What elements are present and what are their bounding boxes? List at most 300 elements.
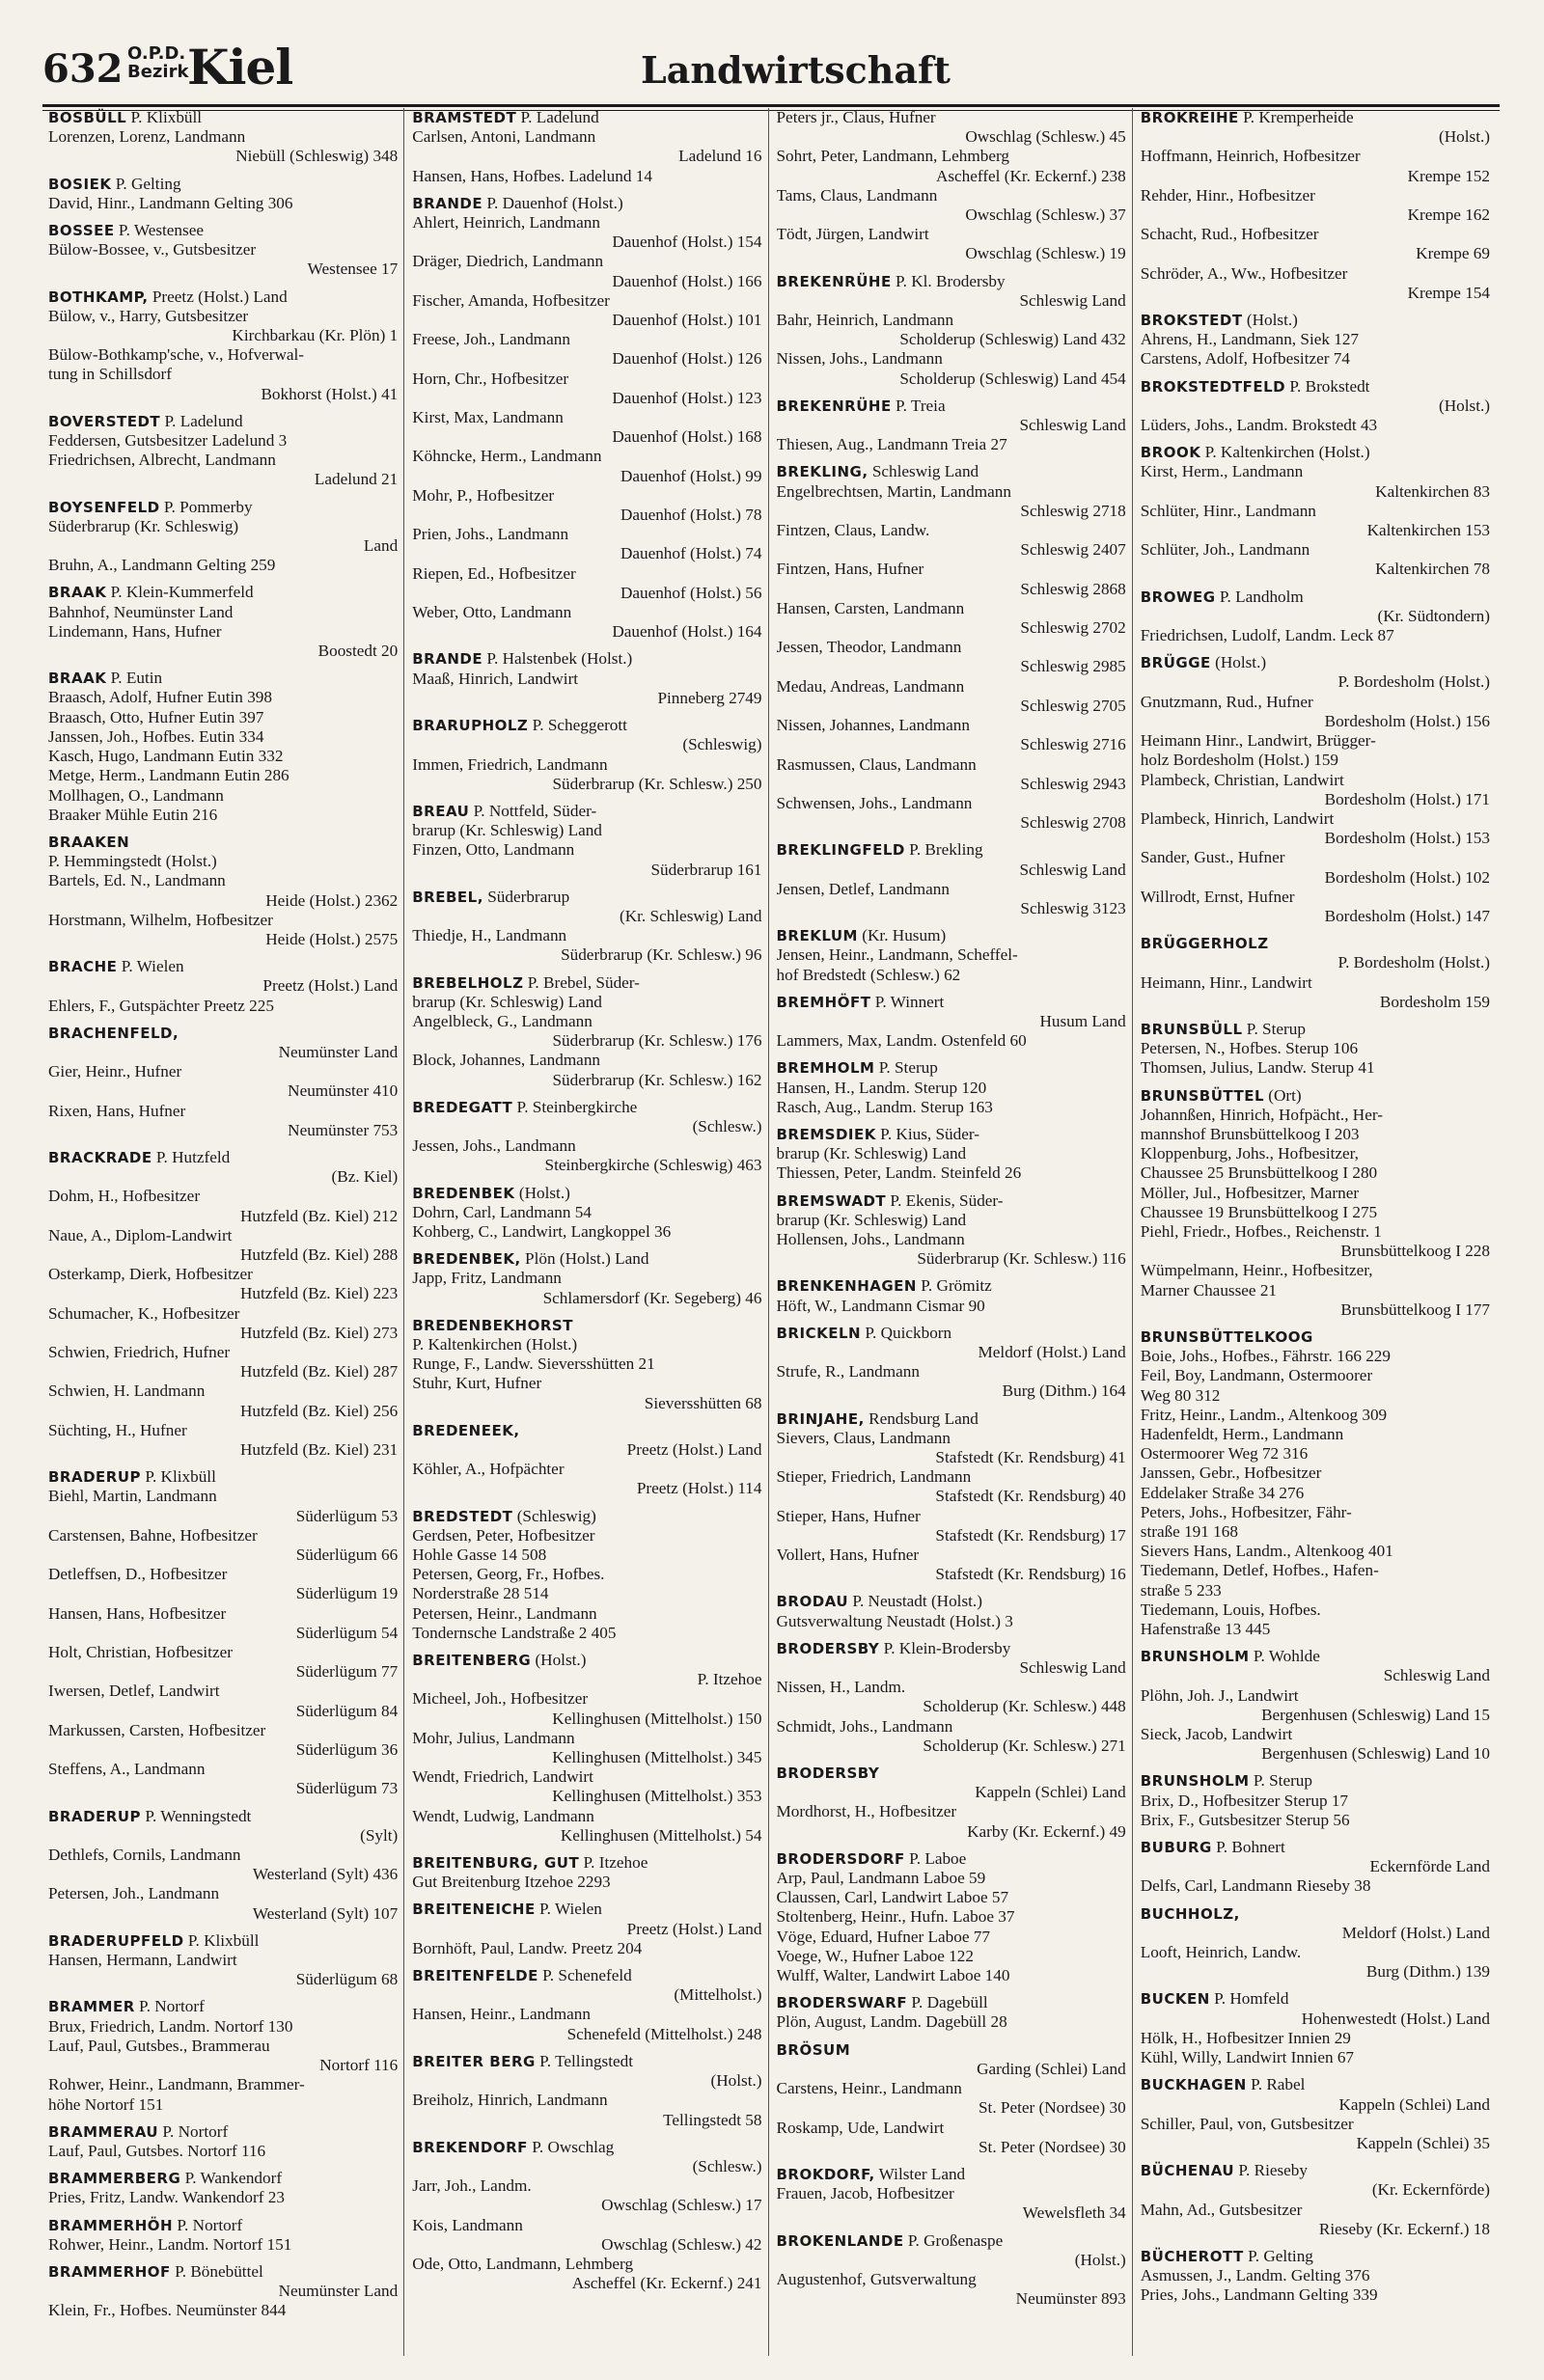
entry-line: Block, Johannes, Landmann bbox=[412, 1051, 601, 1070]
place-name: BREBEL, bbox=[412, 888, 483, 906]
directory-entry bbox=[777, 462, 1126, 833]
entry-heading bbox=[1141, 311, 1490, 330]
entry-line: Brunsbüttelkoog I 177 bbox=[1340, 1299, 1490, 1319]
directory-entry bbox=[1141, 1771, 1490, 1830]
directory-entry bbox=[48, 2216, 398, 2255]
entry-line: Horstmann, Wilhelm, Hofbesitzer bbox=[48, 910, 273, 929]
entry-heading bbox=[412, 1853, 761, 1873]
entry-heading bbox=[48, 957, 398, 976]
place-postal: Plön (Holst.) Land bbox=[520, 1249, 649, 1269]
entry-heading bbox=[48, 1931, 398, 1951]
directory-entry bbox=[48, 412, 398, 490]
entry-line: Stoltenberg, Heinr., Hufn. Laboe 37 bbox=[776, 1907, 1015, 1927]
entry-line: Ode, Otto, Landmann, Lehmberg bbox=[412, 2254, 634, 2273]
place-postal: P. Owschlag bbox=[527, 2137, 615, 2156]
place-name: BREKLUM bbox=[776, 927, 858, 945]
entry-line: Weg 80 312 bbox=[1140, 1385, 1221, 1405]
place-name: BRÜGGERHOLZ bbox=[1140, 935, 1269, 953]
entry-line: Süderbrarup (Kr. Schlesw.) 96 bbox=[561, 945, 762, 965]
entry-line: Jessen, Theodor, Landmann bbox=[776, 638, 962, 657]
entry-line: Kellinghusen (Mittelholst.) 150 bbox=[552, 1709, 762, 1728]
place-postal: P. Kl. Brodersby bbox=[891, 271, 1006, 290]
entry-line: Micheel, Joh., Hofbesitzer bbox=[412, 1689, 589, 1709]
entry-line: Engelbrechtsen, Martin, Landmann bbox=[776, 481, 1011, 501]
entry-heading bbox=[412, 802, 761, 821]
entry-heading bbox=[1141, 1838, 1490, 1857]
place-postal: P. Klixbüll bbox=[141, 1467, 216, 1487]
entry-line: Scholderup (Schleswig) Land 454 bbox=[899, 369, 1126, 388]
directory-entry bbox=[777, 926, 1126, 985]
entry-line: Hohle Gasse 14 508 bbox=[412, 1546, 547, 1565]
entry-line: Scholderup (Schleswig) Land 432 bbox=[899, 330, 1126, 349]
place-postal: P. Sterup bbox=[1249, 1771, 1312, 1791]
bezirk-label: Bezirk bbox=[127, 62, 189, 82]
entry-line: David, Hinr., Landmann Gelting 306 bbox=[48, 193, 293, 212]
entry-heading bbox=[48, 412, 398, 431]
entry-line: Riepen, Ed., Hofbesitzer bbox=[412, 563, 576, 583]
entry-line: Süderlügum 54 bbox=[295, 1623, 399, 1642]
entry-heading bbox=[777, 1849, 1126, 1869]
entry-line: Rixen, Hans, Hufner bbox=[48, 1101, 186, 1120]
place-name: BROKDORF, bbox=[776, 2165, 875, 2183]
entry-line: (Holst.) bbox=[1439, 127, 1490, 147]
place-postal: P. Schenefeld bbox=[538, 1966, 632, 1985]
entry-line: Schleswig 2943 bbox=[1020, 774, 1126, 793]
entry-line: Kasch, Hugo, Landmann Eutin 332 bbox=[48, 747, 284, 766]
entry-line: (Sylt) bbox=[360, 1825, 399, 1845]
entry-line: Hadenfeldt, Herm., Landmann bbox=[1140, 1425, 1344, 1443]
entry-line: Dauenhof (Holst.) 126 bbox=[612, 349, 762, 369]
entry-line: Petersen, N., Hofbes. Sterup 106 bbox=[1140, 1039, 1359, 1058]
entry-line: Weber, Otto, Landmann bbox=[412, 603, 572, 622]
place-postal: P. Klein-Brodersby bbox=[879, 1638, 1011, 1657]
entry-line: Westerland (Sylt) 107 bbox=[252, 1903, 399, 1923]
entry-line: Schleswig 2985 bbox=[1020, 657, 1126, 676]
entry-line: Dauenhof (Holst.) 123 bbox=[612, 388, 762, 407]
entry-line: (Mittelholst.) bbox=[674, 1985, 762, 2005]
entry-line: Hutzfeld (Bz. Kiel) 273 bbox=[240, 1323, 399, 1342]
entry-heading bbox=[777, 1993, 1126, 2012]
entry-line: Thiessen, Peter, Landm. Steinfeld 26 bbox=[776, 1163, 1022, 1183]
place-name: BOYSENFELD bbox=[48, 498, 160, 516]
directory-entry bbox=[777, 1993, 1126, 2032]
entry-line: Lüders, Johs., Landm. Brokstedt 43 bbox=[1140, 416, 1378, 435]
entry-line: Sohrt, Peter, Landmann, Lehmberg bbox=[776, 147, 1009, 166]
entry-line: Sander, Gust., Hufner bbox=[1140, 848, 1285, 867]
entry-line: Hutzfeld (Bz. Kiel) 287 bbox=[240, 1362, 399, 1381]
directory-entry bbox=[777, 1276, 1126, 1315]
entry-line: brarup (Kr. Schleswig) Land bbox=[412, 821, 602, 840]
directory-entry bbox=[412, 802, 761, 880]
entry-line: Stafstedt (Kr. Rendsburg) 17 bbox=[935, 1525, 1126, 1545]
place-name: BRAMMER bbox=[48, 1998, 135, 2016]
entry-line: Claussen, Carl, Landwirt Laboe 57 bbox=[776, 1888, 1009, 1907]
entry-line: Schenefeld (Mittelholst.) 248 bbox=[566, 2024, 762, 2043]
entry-line: Burg (Dithm.) 139 bbox=[1365, 1962, 1490, 1982]
entry-line: Piehl, Friedr., Hofbes., Reichenstr. 1 bbox=[1140, 1221, 1382, 1241]
place-name: BROKSTEDTFELD bbox=[1140, 377, 1286, 396]
entry-line: (Bz. Kiel) bbox=[331, 1167, 399, 1187]
entry-heading bbox=[777, 397, 1126, 416]
place-name: BREDEGATT bbox=[412, 1098, 513, 1116]
entry-line: Land bbox=[363, 536, 399, 556]
directory-entry bbox=[412, 649, 761, 708]
entry-line: Nissen, Johannes, Landmann bbox=[776, 716, 970, 735]
place-name: BREKENDORF bbox=[412, 2138, 528, 2156]
entry-line: Bülow-Bothkamp'sche, v., Hofverwal- bbox=[48, 345, 304, 365]
entry-line: Süderbrarup (Kr. Schlesw.) 162 bbox=[552, 1070, 762, 1089]
directory-entry bbox=[777, 1639, 1126, 1756]
entry-line: Sievers, Claus, Landmann bbox=[776, 1428, 951, 1447]
place-name: BREMSDIEK bbox=[776, 1125, 876, 1143]
entry-line: Höft, W., Landmann Cismar 90 bbox=[776, 1296, 985, 1315]
entry-line: Schleswig 2868 bbox=[1020, 579, 1126, 598]
entry-line: Preetz (Holst.) 114 bbox=[636, 1479, 762, 1498]
entry-heading bbox=[48, 287, 398, 307]
entry-line: Kappeln (Schlei) Land bbox=[1338, 2094, 1490, 2114]
entry-line: Kappeln (Schlei) Land bbox=[975, 1783, 1126, 1802]
entry-heading bbox=[777, 1191, 1126, 1211]
entry-line: Neumünster 410 bbox=[288, 1081, 399, 1101]
entry-line: Hutzfeld (Bz. Kiel) 223 bbox=[240, 1284, 399, 1303]
place-name: BRACKRADE bbox=[48, 1148, 152, 1166]
place-postal: P. Klein-Kummerfeld bbox=[106, 583, 254, 602]
entry-line: Gerdsen, Peter, Hofbesitzer bbox=[412, 1525, 595, 1545]
entry-heading bbox=[412, 649, 761, 669]
entry-line: Lindemann, Hans, Hufner bbox=[48, 621, 222, 641]
entry-line: Kirst, Herm., Landmann bbox=[1140, 462, 1304, 481]
entry-line: Bordesholm (Holst.) 102 bbox=[1324, 867, 1490, 887]
entry-line: Mohr, Julius, Landmann bbox=[412, 1728, 575, 1747]
entry-line: Chaussee 25 Brunsbüttelkoog I 280 bbox=[1140, 1163, 1378, 1183]
entry-line: (Holst.) bbox=[1074, 2250, 1126, 2269]
entry-line: Bordesholm 159 bbox=[1379, 992, 1490, 1011]
directory-entry bbox=[777, 1764, 1126, 1842]
entry-line: Süchting, H., Hufner bbox=[48, 1420, 187, 1439]
opd-bezirk-label bbox=[127, 44, 188, 81]
entry-line: Hutzfeld (Bz. Kiel) 212 bbox=[240, 1206, 399, 1225]
place-postal: P. Treia bbox=[891, 396, 946, 415]
entry-line: Köhncke, Herm., Landmann bbox=[412, 447, 602, 466]
directory-entry bbox=[48, 2169, 398, 2207]
directory-entry bbox=[412, 1184, 761, 1243]
place-name: BRINJAHE, bbox=[776, 1409, 865, 1428]
entry-heading bbox=[1141, 1086, 1490, 1106]
entry-line: Süderlügum 66 bbox=[295, 1546, 399, 1565]
entry-line: Braasch, Otto, Hufner Eutin 397 bbox=[48, 707, 264, 726]
directory-entry bbox=[777, 1191, 1126, 1270]
place-postal: P. Dauenhof (Holst.) bbox=[482, 193, 623, 212]
entry-heading bbox=[1141, 653, 1490, 672]
directory-entry bbox=[1141, 108, 1490, 303]
entry-line: Bordesholm (Holst.) 153 bbox=[1324, 829, 1490, 848]
entry-line: Detleffsen, D., Hofbesitzer bbox=[48, 1565, 228, 1584]
place-name: BREDENBEK, bbox=[412, 1250, 521, 1269]
place-postal: P. Homfeld bbox=[1209, 1989, 1289, 2009]
place-name: BRÜGGE bbox=[1140, 654, 1211, 672]
place-postal: (Holst.) bbox=[531, 1651, 587, 1670]
entry-line: Rasmussen, Claus, Landmann bbox=[776, 754, 977, 774]
entry-line: Hutzfeld (Bz. Kiel) 231 bbox=[240, 1440, 399, 1459]
entry-heading bbox=[1141, 2247, 1490, 2266]
entry-heading bbox=[777, 2231, 1126, 2251]
entry-heading bbox=[412, 1316, 761, 1335]
directory-entry bbox=[1141, 311, 1490, 369]
entry-heading bbox=[48, 1024, 398, 1043]
entry-line: Westerland (Sylt) 436 bbox=[252, 1865, 399, 1884]
entry-line: straße 191 168 bbox=[1140, 1522, 1238, 1542]
place-name: BRANDE bbox=[412, 194, 483, 212]
entry-line: Ascheffel (Kr. Eckernf.) 241 bbox=[571, 2274, 762, 2293]
entry-line: Frauen, Jacob, Hofbesitzer bbox=[776, 2184, 954, 2203]
entry-heading bbox=[48, 1807, 398, 1826]
directory-entry bbox=[777, 2165, 1126, 2224]
directory-entry bbox=[412, 1316, 761, 1413]
entry-line: Vöge, Eduard, Hufner Laboe 77 bbox=[776, 1927, 990, 1946]
entry-line: tung in Schillsdorf bbox=[48, 365, 172, 384]
entry-line: Jensen, Detlef, Landmann bbox=[776, 879, 950, 898]
place-name: BRODERSDORF bbox=[776, 1849, 905, 1868]
entry-line: Petersen, Heinr., Landmann bbox=[412, 1603, 597, 1623]
entry-line: Schwensen, Johs., Landmann bbox=[776, 793, 973, 812]
place-name: BRADERUPFELD bbox=[48, 1931, 184, 1950]
entry-heading bbox=[412, 1098, 761, 1117]
entry-line: Scholderup (Kr. Schlesw.) 271 bbox=[923, 1736, 1126, 1755]
entry-line: Wendt, Ludwig, Landmann bbox=[412, 1806, 594, 1825]
entry-line: Ladelund 21 bbox=[314, 470, 399, 489]
entry-line: Hansen, Carsten, Landmann bbox=[776, 598, 965, 617]
place-postal: P. Landholm bbox=[1215, 587, 1304, 606]
directory-entry bbox=[777, 1324, 1126, 1402]
directory-entry bbox=[48, 1807, 398, 1924]
entry-heading bbox=[48, 669, 398, 688]
place-postal: Schleswig Land bbox=[868, 462, 979, 481]
entry-line: Kaltenkirchen 78 bbox=[1375, 560, 1490, 579]
entry-line: Augustenhof, Gutsverwaltung bbox=[776, 2269, 977, 2288]
entry-heading bbox=[1141, 934, 1490, 953]
place-name: BROKSTEDT bbox=[1140, 312, 1243, 330]
directory-entry bbox=[412, 1900, 761, 1958]
entry-line: Plambeck, Christian, Landwirt bbox=[1140, 770, 1344, 789]
entry-heading bbox=[412, 1184, 761, 1203]
place-postal: P. Rieseby bbox=[1234, 2161, 1308, 2180]
entry-line: Hutzfeld (Bz. Kiel) 288 bbox=[240, 1245, 399, 1264]
entry-line: Kirchbarkau (Kr. Plön) 1 bbox=[232, 326, 399, 345]
place-name: BROWEG bbox=[1140, 588, 1216, 606]
entry-line: Tondernsche Landstraße 2 405 bbox=[412, 1623, 617, 1642]
directory-entry bbox=[412, 1853, 761, 1892]
entry-line: Bartels, Ed. N., Landmann bbox=[48, 871, 226, 890]
entry-line: Gut Breitenburg Itzehoe 2293 bbox=[412, 1873, 611, 1892]
entry-line: Maaß, Hinrich, Landwirt bbox=[412, 669, 579, 688]
entry-heading bbox=[777, 840, 1126, 860]
place-postal: (Holst.) bbox=[514, 1183, 570, 1202]
column-4 bbox=[1141, 108, 1496, 2356]
entry-heading bbox=[1141, 377, 1490, 397]
entry-line: Nissen, H., Landm. bbox=[776, 1678, 906, 1697]
place-name: BREMHOLM bbox=[776, 1059, 875, 1078]
entry-line: Janssen, Joh., Hofbes. Eutin 334 bbox=[48, 726, 264, 746]
entry-heading bbox=[1141, 1904, 1490, 1924]
directory-entry bbox=[412, 108, 761, 186]
entry-line: mannshof Brunsbüttelkoog I 203 bbox=[1140, 1124, 1360, 1143]
place-postal: P. Brebel, Süder- bbox=[523, 972, 640, 992]
place-name: BRODERSWARF bbox=[776, 1994, 908, 2012]
entry-heading bbox=[1141, 588, 1490, 607]
entry-line: Carstens, Adolf, Hofbesitzer 74 bbox=[1140, 349, 1350, 369]
entry-line: Bornhöft, Paul, Landw. Preetz 204 bbox=[412, 1938, 643, 1957]
place-name: BRAMMERAU bbox=[48, 2122, 159, 2141]
directory-entry bbox=[48, 108, 398, 167]
place-name: BREDENBEKHORST bbox=[412, 1316, 573, 1334]
entry-line: Dauenhof (Holst.) 166 bbox=[612, 271, 762, 290]
entry-line: Süderbrarup (Kr. Schlesw.) 116 bbox=[917, 1249, 1126, 1269]
place-name: BRÖSUM bbox=[776, 2040, 851, 2059]
entry-line: Fischer, Amanda, Hofbesitzer bbox=[412, 290, 610, 310]
entry-line: Dauenhof (Holst.) 164 bbox=[612, 622, 762, 642]
entry-line: Dohrn, Carl, Landmann 54 bbox=[412, 1202, 592, 1221]
place-name: BREKLING, bbox=[776, 463, 868, 481]
place-name: BREKLINGFELD bbox=[776, 841, 905, 860]
entry-line: Owschlag (Schlesw.) 42 bbox=[601, 2234, 762, 2254]
entry-line: Rohwer, Heinr., Landm. Nortorf 151 bbox=[48, 2234, 292, 2254]
directory-entry bbox=[777, 1409, 1126, 1585]
entry-line: Kirst, Max, Landmann bbox=[412, 408, 564, 427]
column-2 bbox=[412, 108, 768, 2356]
entry-line: (Kr. Eckernförde) bbox=[1371, 2180, 1490, 2200]
entry-line: Stuhr, Kurt, Hufner bbox=[412, 1374, 542, 1393]
place-name: BRARUPHOLZ bbox=[412, 717, 529, 735]
entry-line: Carstensen, Bahne, Hofbesitzer bbox=[48, 1525, 258, 1545]
place-postal: P. Wohlde bbox=[1249, 1647, 1320, 1666]
entry-line: Brux, Friedrich, Landm. Nortorf 130 bbox=[48, 2016, 293, 2036]
entry-line: Wulff, Walter, Landwirt Laboe 140 bbox=[776, 1966, 1010, 1985]
place-postal: (Ort) bbox=[1264, 1085, 1302, 1105]
directory-columns bbox=[48, 108, 1496, 2356]
place-name: BOVERSTEDT bbox=[48, 412, 161, 430]
place-postal: P. Dagebüll bbox=[907, 1993, 988, 2012]
entry-line: Süderbrarup (Kr. Schleswig) bbox=[48, 516, 239, 535]
directory-entry bbox=[1141, 2247, 1490, 2306]
entry-line: Petersen, Georg, Fr., Hofbes. bbox=[412, 1565, 605, 1584]
place-postal: P. Gelting bbox=[111, 174, 181, 193]
place-postal: P. Brokstedt bbox=[1285, 376, 1370, 396]
entry-heading bbox=[412, 888, 761, 907]
entry-line: Tams, Claus, Landmann bbox=[776, 185, 938, 205]
entry-line: Bordesholm (Holst.) 147 bbox=[1324, 906, 1490, 925]
entry-line: Heide (Holst.) 2575 bbox=[265, 929, 399, 948]
entry-line: Tiedemann, Louis, Hofbes. bbox=[1140, 1600, 1321, 1619]
place-name: BOTHKAMP, bbox=[48, 287, 149, 306]
place-postal: P. Sterup bbox=[874, 1058, 938, 1078]
entry-line: Pinneberg 2749 bbox=[657, 688, 762, 707]
entry-heading bbox=[777, 1409, 1126, 1429]
entry-line: Ostermoorer Weg 72 316 bbox=[1140, 1444, 1309, 1464]
section-title: Landwirtschaft bbox=[641, 48, 951, 92]
place-postal: P. Wielen bbox=[535, 1900, 602, 1919]
entry-line: Boostedt 20 bbox=[317, 642, 399, 661]
entry-line: Süderlügum 36 bbox=[295, 1740, 399, 1760]
entry-line: St. Peter (Nordsee) 30 bbox=[979, 2137, 1126, 2156]
entry-line: Ascheffel (Kr. Eckernf.) 238 bbox=[935, 166, 1126, 185]
entry-line: Vollert, Hans, Hufner bbox=[776, 1546, 920, 1565]
city-name: Kiel bbox=[187, 39, 293, 96]
entry-line: Süderbrarup (Kr. Schlesw.) 250 bbox=[552, 774, 762, 793]
entry-heading bbox=[777, 2165, 1126, 2184]
entry-line: Johannßen, Hinrich, Hofpächt., Her- bbox=[1140, 1105, 1383, 1124]
entry-line: Stieper, Hans, Hufner bbox=[776, 1506, 921, 1525]
entry-line: Scholderup (Kr. Schlesw.) 448 bbox=[923, 1697, 1126, 1716]
entry-line: Sievers Hans, Landm., Altenkoog 401 bbox=[1140, 1542, 1393, 1561]
entry-line: Lammers, Max, Landm. Ostenfeld 60 bbox=[776, 1031, 1027, 1051]
entry-line: Dauenhof (Holst.) 168 bbox=[612, 427, 762, 447]
entry-line: Kellinghusen (Mittelholst.) 353 bbox=[552, 1787, 762, 1806]
entry-line: Süderlügum 77 bbox=[295, 1662, 399, 1682]
entry-line: Schleswig 2708 bbox=[1020, 813, 1126, 833]
entry-line: Japp, Fritz, Landmann bbox=[412, 1269, 562, 1288]
entry-line: Pries, Fritz, Landw. Wankendorf 23 bbox=[48, 2188, 285, 2207]
entry-line: Feddersen, Gutsbesitzer Ladelund 3 bbox=[48, 431, 288, 451]
entry-heading bbox=[777, 1058, 1126, 1078]
place-name: BROOK bbox=[1140, 444, 1201, 462]
entry-line: Kohberg, C., Landwirt, Langkoppel 36 bbox=[412, 1221, 672, 1241]
place-postal: P. Nortorf bbox=[134, 1997, 205, 2016]
entry-line: Schröder, A., Ww., Hofbesitzer bbox=[1140, 263, 1348, 283]
entry-line: Dauenhof (Holst.) 154 bbox=[612, 233, 762, 252]
entry-line: P. Itzehoe bbox=[697, 1670, 762, 1689]
place-postal: P. Itzehoe bbox=[579, 1853, 648, 1873]
entry-line: Schleswig 2716 bbox=[1020, 735, 1126, 754]
directory-entry bbox=[48, 669, 398, 825]
entry-line: Süderlügum 68 bbox=[295, 1970, 399, 1989]
place-name: BRAAK bbox=[48, 584, 107, 602]
entry-line: Jessen, Johs., Landmann bbox=[412, 1136, 576, 1156]
entry-line: Bokhorst (Holst.) 41 bbox=[261, 384, 399, 403]
entry-line: Naue, A., Diplom-Landwirt bbox=[48, 1225, 233, 1245]
entry-heading bbox=[777, 1764, 1126, 1783]
directory-entry bbox=[48, 2262, 398, 2321]
entry-heading bbox=[777, 1639, 1126, 1658]
entry-line: Hansen, H., Landm. Sterup 120 bbox=[776, 1078, 987, 1097]
directory-entry bbox=[1141, 653, 1490, 926]
entry-line: (Holst.) bbox=[710, 2071, 762, 2091]
entry-line: Bülow, v., Harry, Gutsbesitzer bbox=[48, 306, 249, 325]
entry-line: Jarr, Joh., Landm. bbox=[412, 2176, 532, 2196]
entry-line: Köhler, A., Hofpächter bbox=[412, 1460, 565, 1479]
entry-line: Owschlag (Schlesw.) 19 bbox=[965, 244, 1126, 263]
entry-line: Wendt, Friedrich, Landwirt bbox=[412, 1767, 593, 1787]
entry-line: Boie, Johs., Hofbes., Fährstr. 166 229 bbox=[1140, 1347, 1391, 1366]
place-name: BÜCHENAU bbox=[1140, 2162, 1235, 2180]
entry-heading bbox=[412, 1249, 761, 1269]
entry-heading bbox=[777, 462, 1126, 481]
entry-heading bbox=[412, 108, 761, 127]
entry-line: Owschlag (Schlesw.) 37 bbox=[965, 205, 1126, 225]
place-name: BREMHÖFT bbox=[776, 993, 871, 1011]
entry-line: Bordesholm (Holst.) 171 bbox=[1324, 789, 1490, 808]
entry-line: Strufe, R., Landmann bbox=[776, 1362, 920, 1381]
entry-line: Schleswig 2718 bbox=[1020, 501, 1126, 520]
entry-line: Sieversshütten 68 bbox=[644, 1393, 762, 1412]
directory-entry bbox=[1141, 1838, 1490, 1897]
place-name: BOSBÜLL bbox=[48, 109, 127, 126]
place-name: BREDENEEK, bbox=[412, 1421, 520, 1439]
directory-entry bbox=[777, 108, 1126, 264]
entry-line: Lauf, Paul, Gutsbes. Nortorf 116 bbox=[48, 2141, 266, 2160]
entry-line: Neumünster 893 bbox=[1015, 2289, 1126, 2309]
entry-line: P. Bordesholm (Holst.) bbox=[1337, 672, 1490, 692]
entry-line: Looft, Heinrich, Landw. bbox=[1140, 1943, 1302, 1962]
